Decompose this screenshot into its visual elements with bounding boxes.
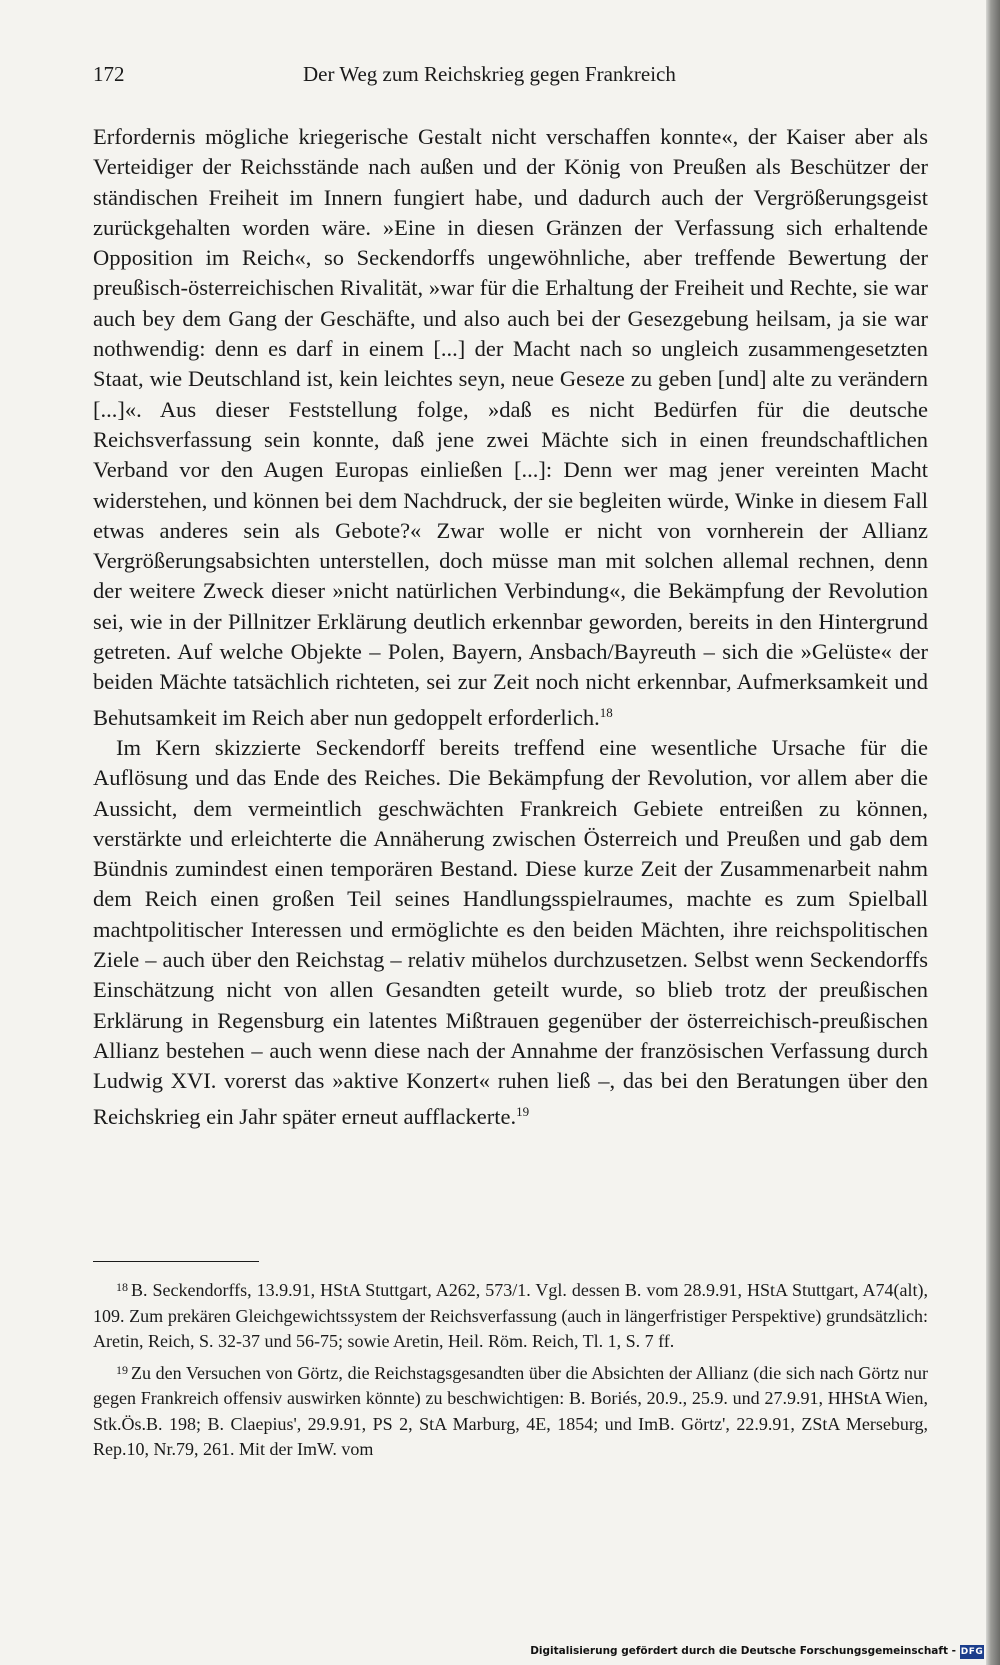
paragraph-1 (93, 122, 928, 733)
main-text (93, 122, 928, 1132)
paragraph-2-text: Im Kern skizzierte Seckendorff bereits treffend eine wesentliche Ursache für die Auflösung und das Ende des Reiches. Die Bekämpfung der Revolution, vor allem aber die Aussicht, dem vermeintlich geschwächten Frankreich Gebiete entreißen zu können, verstärkte und erleichterte die Annäherung zwischen Österreich und Preußen und gab dem Bündnis zumindest einen temporären Bestand. Diese kurze Zeit der Zusammenarbeit nahm dem Reich einen großen Teil seines Handlungsspielraumes, machte es zum Spielball machtpolitischer Interessen und ermöglichte es den beiden Mächten, ihre reichspolitischen Ziele – auch über den Reichstag – relativ mühelos durchzusetzen. Selbst wenn Seckendorffs Einschätzung nicht von allen Gesandten geteilt wurde, so blieb trotz der preußischen Erklärung in Regensburg ein latentes Mißtrauen gegenüber der österreichisch-preußischen Allianz bestehen – auch wenn diese nach der Annahme der französischen Verfassung durch Ludwig XVI. vorerst das »aktive Konzert« ruhen ließ –, das bei den Beratungen über den Reichskrieg ein Jahr später erneut aufflackerte. (93, 734, 928, 1129)
digitization-credit: Digitalisierung gefördert durch die Deutsche Forschungsgemeinschaft - (530, 1645, 956, 1657)
paragraph-1-text: Erfordernis mögliche kriegerische Gestalt nicht verschaffen konnte«, der Kaiser aber als Verteidiger der Reichsstände nach außen und der König von Preußen als Beschützer der ständischen Freiheit im Innern fungiert habe, und dadurch auch der Vergrößerungsgeist zurückgehalten worden wäre. »Eine in diesen Gränzen der Verfassung sich erhaltende Opposition im Reich«, so Seckendorffs ungewöhnliche, aber treffende Bewertung der preußisch-österreichischen Rivalität, »war für die Erhaltung der Freiheit und Rechte, sie war auch bey dem Gang der Geschäfte, und also auch bei der Gesezgebung heilsam, ja sie war nothwendig: denn es darf in einem [...] der Macht nach so ungleich zusammengesetzten Staat, wie Deutschland ist, kein leichtes seyn, neue Geseze zu geben [und] alte zu verändern [...]«. Aus dieser Feststellung folge, »daß es nicht Bedürfen für die deutsche Reichsverfassung sein konnte, daß jene zwei Mächte sich in einen freundschaftlichen Verband vor den Augen Europas einließen [...]: Denn wer mag jener vereinten Macht widerstehen, und können bei dem Nachdruck, der sie begleiten würde, Winke in diesem Fall etwas anderes sein als Gebote?« Zwar wolle er nicht von vornherein der Allianz Vergrößerungsabsichten unterstellen, doch müsse man mit solchen allemal rechnen, denn der weitere Zweck dieser »nicht natürlichen Verbindung«, die Bekämpfung der Revolution sei, wie in der Pillnitzer Erklärung deutlich erkennbar geworden, bereits in den Hintergrund getreten. Auf welche Objekte – Polen, Bayern, Ansbach/Bayreuth – sich die »Gelüste« der beiden Mächte tatsächlich richteten, sei zur Zeit noch nicht erkennbar, Aufmerksamkeit und Behutsamkeit im Reich aber nun gedoppelt erforderlich. (93, 124, 928, 730)
footnote-ref-18: 18 (599, 704, 613, 720)
footnote-number: 19 (116, 1362, 128, 1377)
page-number: 172 (93, 62, 125, 86)
footnote-separator (93, 1261, 259, 1262)
footnote-ref-19: 19 (516, 1103, 530, 1119)
paragraph-2 (93, 733, 928, 1132)
dfg-logo-icon (960, 1645, 984, 1659)
footnote-19 (93, 1358, 928, 1463)
footnote-text: Zu den Versuchen von Görtz, die Reichstagsgesandten über die Absichten der Allianz (die sich nach Görtz nur gegen Frankreich offensiv auswirken könnte) zu beschwichtigen: B. Boriés, 20.9., 25.9. und 27.9.91, HHStA Wien, Stk.Ös.B. 198; B. Claepius', 29.9.91, PS 2, StA Marburg, 4E, 1854; und ImB. Görtz', 22.9.91, ZStA Merseburg, Rep.10, Nr.79, 261. Mit der ImW. vom (93, 1362, 928, 1459)
footnote-number: 18 (116, 1280, 128, 1294)
page-edge-shadow (986, 0, 1000, 1665)
footnote-text: B. Seckendorffs, 13.9.91, HStA Stuttgart, A262, 573/1. Vgl. dessen B. vom 28.9.91, HStA Stuttgart, A74(alt), 109. Zum prekären Gleichgewichtssystem der Reichsverfassung (auch in längerfristiger Perspektive) grundsätzlich: Aretin, Reich, S. 32-37 und 56-75; sowie Aretin, Heil. Röm. Reich, Tl. 1, S. 7 ff. (93, 1280, 928, 1351)
footnotes (93, 1275, 928, 1466)
footnote-18 (93, 1275, 928, 1355)
running-title: Der Weg zum Reichskrieg gegen Frankreich (303, 62, 676, 86)
